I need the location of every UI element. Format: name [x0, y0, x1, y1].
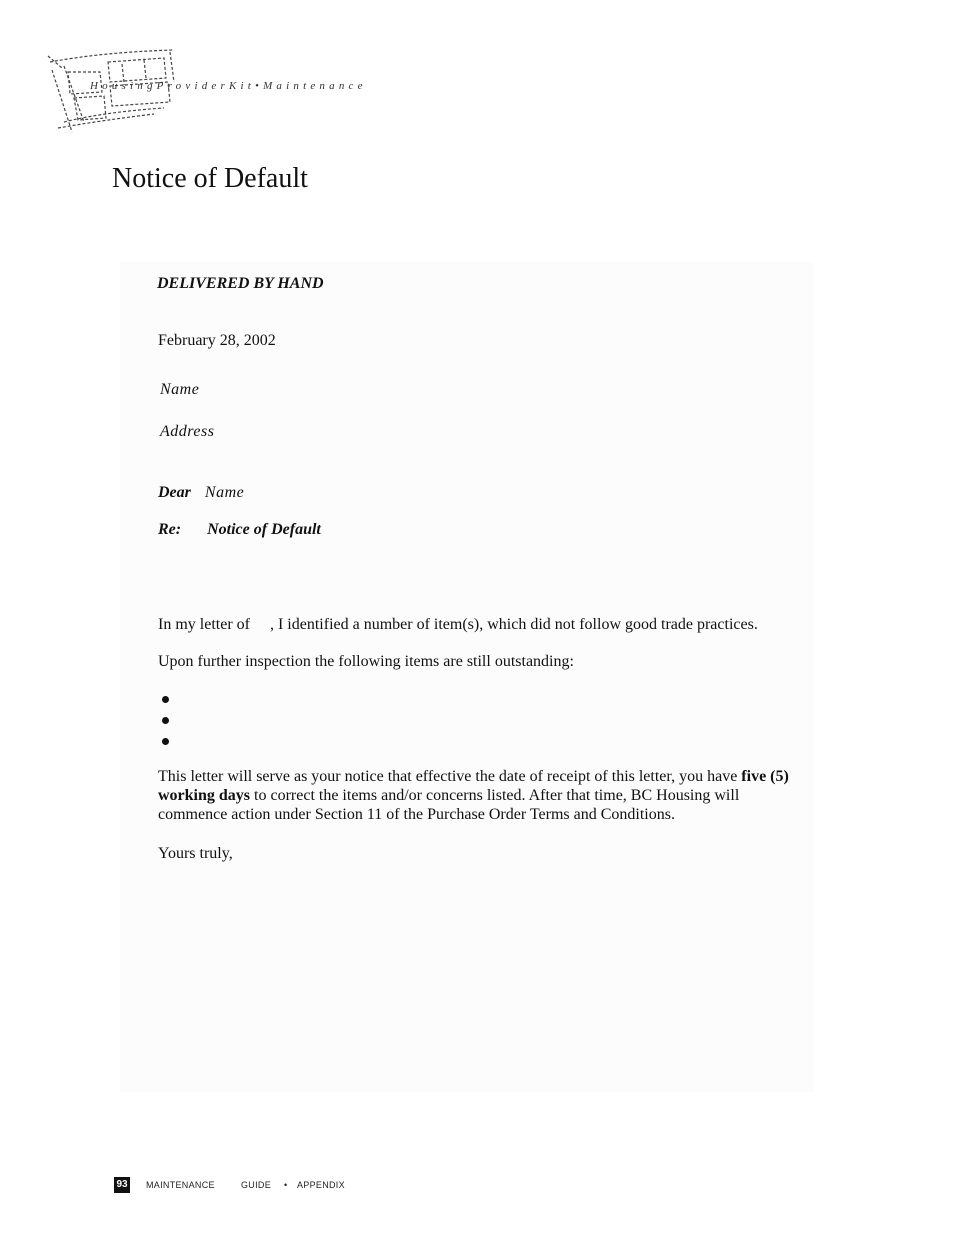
housing-kit-logo — [44, 42, 367, 134]
paragraph-previous-letter: In my letter of , I identified a number of item(s), which did not follow good trade practices. — [158, 616, 758, 633]
salutation-name-placeholder: Name — [204, 484, 245, 501]
letter-panel — [120, 262, 814, 1092]
footer-section-appendix: APPENDIX — [297, 1180, 345, 1190]
logo-text: HousingProviderKit•Maintenance — [90, 80, 367, 92]
paragraph-outstanding-items: Upon further inspection the following items are still outstanding: — [158, 653, 574, 670]
salutation — [158, 484, 244, 502]
re-label: Re: — [158, 521, 182, 538]
bullet-icon — [162, 738, 169, 745]
re-subject: Notice of Default — [207, 521, 321, 538]
delivery-method: DELIVERED BY HAND — [157, 275, 324, 292]
notice-deadline: five (5) working days — [158, 768, 789, 804]
recipient-address-placeholder: Address — [160, 423, 215, 440]
bullet-icon — [162, 717, 169, 724]
page-number: 93 — [114, 1177, 130, 1193]
page-title: Notice of Default — [112, 163, 308, 194]
paragraph-notice-terms — [158, 767, 798, 824]
closing: Yours truly, — [158, 845, 233, 862]
salutation-word: Dear — [158, 484, 191, 501]
notice-text-end: to correct the items and/or concerns listed. After that time, BC Housing will commence action under Section 11 of the Purchase Order Terms and Conditions. — [158, 787, 740, 823]
letter-date: February 28, 2002 — [158, 332, 276, 349]
recipient-name-placeholder: Name — [160, 381, 200, 398]
bullet-icon — [162, 696, 169, 703]
footer-separator: • — [284, 1180, 288, 1190]
footer-section-maintenance: MAINTENANCE — [146, 1180, 215, 1190]
notice-text-start: This letter will serve as your notice that effective the date of receipt of this letter, you have — [158, 768, 742, 785]
footer-section-guide: GUIDE — [241, 1180, 272, 1190]
re-line — [158, 521, 321, 539]
